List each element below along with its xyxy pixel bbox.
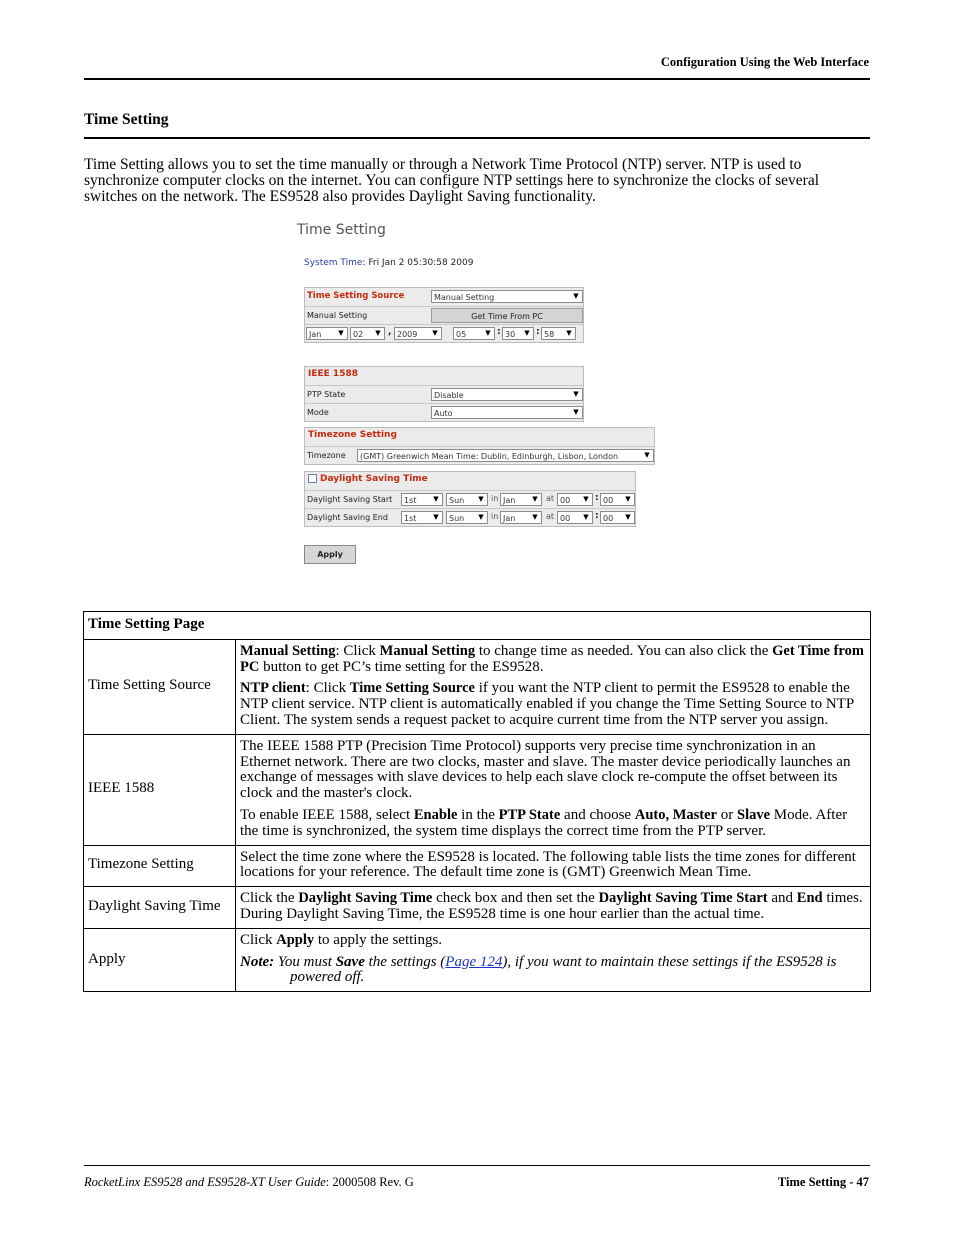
chevron-down-icon: ▼ xyxy=(375,329,381,337)
chevron-down-icon: ▼ xyxy=(573,292,579,300)
ptp-state-label: PTP State xyxy=(307,390,346,399)
running-header: Configuration Using the Web Interface xyxy=(660,55,869,69)
dst-end-at: at xyxy=(546,512,555,521)
time-source-select[interactable] xyxy=(431,290,583,303)
row-description: Click Apply to apply the settings. Note: You must Save the settings (Page 124), if you want to maintain these settings if the ES9528 is powered off. xyxy=(236,928,871,991)
row-label: Time Setting Source xyxy=(84,639,236,734)
table-row xyxy=(84,887,871,929)
chevron-down-icon: ▼ xyxy=(566,329,572,337)
chevron-down-icon: ▼ xyxy=(524,329,530,337)
timezone-title: Timezone Setting xyxy=(308,430,397,440)
page-124-link[interactable]: Page 124 xyxy=(445,953,503,970)
time-source-value: Manual Setting xyxy=(434,293,495,302)
chevron-down-icon: ▼ xyxy=(625,495,631,503)
get-time-from-pc-button[interactable]: Get Time From PC xyxy=(431,308,583,323)
footer-guide-title: RocketLinx ES9528 and ES9528-XT User Guide: 2000508 Rev. G xyxy=(84,1175,414,1189)
time-setting-page-table xyxy=(83,611,871,992)
dst-end-colon: : xyxy=(595,511,599,521)
dst-start-month-select[interactable]: Jan ▼ xyxy=(500,493,542,506)
system-time xyxy=(304,258,473,268)
chevron-down-icon: ▼ xyxy=(478,495,484,503)
dst-start-colon: : xyxy=(595,493,599,503)
dst-start-minute-select[interactable]: 00 ▼ xyxy=(600,493,635,506)
dst-section xyxy=(304,471,636,527)
chevron-down-icon: ▼ xyxy=(573,390,579,398)
dst-end-week-select[interactable]: 1st ▼ xyxy=(401,511,443,524)
row-label: Timezone Setting xyxy=(84,845,236,887)
apply-button[interactable]: Apply xyxy=(304,545,356,564)
row-label: IEEE 1588 xyxy=(84,734,236,845)
year-select[interactable]: 2009 ▼ xyxy=(394,327,442,340)
day-select[interactable]: 02 ▼ xyxy=(350,327,385,340)
ieee1588-title: IEEE 1588 xyxy=(308,369,358,379)
row-description: The IEEE 1588 PTP (Precision Time Protocol) supports very precise time synchronization in an Ethernet network. There are two clocks, master and slave. The master device periodically launches an exchange of messages with slave devices to help each slave clock re-compute the offset between its clock and the master's clock. To enable IEEE 1588, select Enable in the PTP State and choose Auto, Master or Slave Mode. After the time is synchronized, the system time displays the correct time from the PTP server. xyxy=(236,734,871,845)
hour-select[interactable]: 05 ▼ xyxy=(453,327,495,340)
system-time-label: System Time xyxy=(304,258,363,268)
dst-start-in: in xyxy=(491,494,499,503)
header-rule xyxy=(84,78,870,80)
dst-end-weekday-select[interactable]: Sun ▼ xyxy=(446,511,488,524)
time-source-section xyxy=(304,287,584,343)
timezone-select[interactable]: (GMT) Greenwich Mean Time: Dublin, Edinburgh, Lisbon, London ▼ xyxy=(357,449,654,462)
dst-start-hour-select[interactable]: 00 ▼ xyxy=(557,493,593,506)
ptp-state-select[interactable]: Disable ▼ xyxy=(431,388,583,401)
row-description: Select the time zone where the ES9528 is located. The following table lists the time zones for different locations for your reference. The default time zone is (GMT) Greenwich Mean Time. xyxy=(236,845,871,887)
footer-rule xyxy=(84,1165,870,1166)
intro-paragraph: Time Setting allows you to set the time manually or through a Network Time Protocol (NTP) server. NTP is used to synchronize computer clocks on the internet. You can configure NTP settings here to synchronize the clocks of several switches on the network. The ES9528 also provides Daylight Saving functionality. xyxy=(84,156,820,205)
chevron-down-icon: ▼ xyxy=(485,329,491,337)
chevron-down-icon: ▼ xyxy=(432,329,438,337)
dst-end-hour-select[interactable]: 00 ▼ xyxy=(557,511,593,524)
chevron-down-icon: ▼ xyxy=(532,495,538,503)
date-comma: , xyxy=(388,327,392,337)
timezone-label: Timezone xyxy=(307,451,346,460)
table-row xyxy=(84,639,871,734)
row-description: Click the Daylight Saving Time check box and then set the Daylight Saving Time Start and End times. During Daylight Saving Time, the ES9528 time is one hour earlier than the actual time. xyxy=(236,887,871,929)
time-colon-1: : xyxy=(497,327,501,337)
dst-start-weekday-select[interactable]: Sun ▼ xyxy=(446,493,488,506)
chevron-down-icon: ▼ xyxy=(433,513,439,521)
chevron-down-icon: ▼ xyxy=(338,329,344,337)
mode-label: Mode xyxy=(307,408,329,417)
dst-title: Daylight Saving Time xyxy=(320,474,428,484)
chevron-down-icon: ▼ xyxy=(573,408,579,416)
table-row xyxy=(84,734,871,845)
chevron-down-icon: ▼ xyxy=(583,495,589,503)
system-time-value: : Fri Jan 2 05:30:58 2009 xyxy=(362,258,474,268)
section-rule xyxy=(84,137,870,139)
table-row xyxy=(84,845,871,887)
month-select[interactable]: Jan ▼ xyxy=(306,327,348,340)
time-setting-screenshot xyxy=(297,222,662,572)
dst-end-label: Daylight Saving End xyxy=(307,513,388,522)
time-source-label: Time Setting Source xyxy=(307,291,405,301)
chevron-down-icon: ▼ xyxy=(532,513,538,521)
chevron-down-icon: ▼ xyxy=(644,451,650,459)
dst-start-at: at xyxy=(546,494,555,503)
manual-setting-label: Manual Setting xyxy=(307,311,368,320)
row-description: Manual Setting: Click Manual Setting to change time as needed. You can also click the Get Time from PC button to get PC’s time setting for the ES9528. NTP client: Click Time Setting Source if you want the NTP client to permit the ES9528 to enable the NTP client service. NTP client is automatically enabled if you change the Time Setting Source to NTP Client. The system sends a request packet to acquire current time from the NTP server you assign. xyxy=(236,639,871,734)
note: Note: You must Save the settings (Page 124), if you want to maintain these settings if the ES9528 is powered off. xyxy=(240,953,837,986)
row-label: Apply xyxy=(84,928,236,991)
chevron-down-icon: ▼ xyxy=(625,513,631,521)
row-label: Daylight Saving Time xyxy=(84,887,236,929)
dst-end-minute-select[interactable]: 00 ▼ xyxy=(600,511,635,524)
dst-checkbox[interactable] xyxy=(308,474,317,483)
dst-end-in: in xyxy=(491,512,499,521)
minute-select[interactable]: 30 ▼ xyxy=(502,327,534,340)
ui-page-title: Time Setting xyxy=(297,222,386,238)
footer-page-ref: Time Setting - 47 xyxy=(777,1175,869,1189)
chevron-down-icon: ▼ xyxy=(583,513,589,521)
timezone-section xyxy=(304,427,655,465)
dst-start-label: Daylight Saving Start xyxy=(307,495,393,504)
dst-title-row xyxy=(305,472,635,486)
table-title: Time Setting Page xyxy=(84,612,871,640)
section-title: Time Setting xyxy=(84,111,169,128)
table-row xyxy=(84,928,871,991)
ieee1588-section xyxy=(304,366,584,422)
mode-select[interactable]: Auto ▼ xyxy=(431,406,583,419)
dst-end-month-select[interactable]: Jan ▼ xyxy=(500,511,542,524)
second-select[interactable]: 58 ▼ xyxy=(541,327,576,340)
chevron-down-icon: ▼ xyxy=(478,513,484,521)
dst-start-week-select[interactable]: 1st ▼ xyxy=(401,493,443,506)
chevron-down-icon: ▼ xyxy=(433,495,439,503)
time-colon-2: : xyxy=(536,327,540,337)
